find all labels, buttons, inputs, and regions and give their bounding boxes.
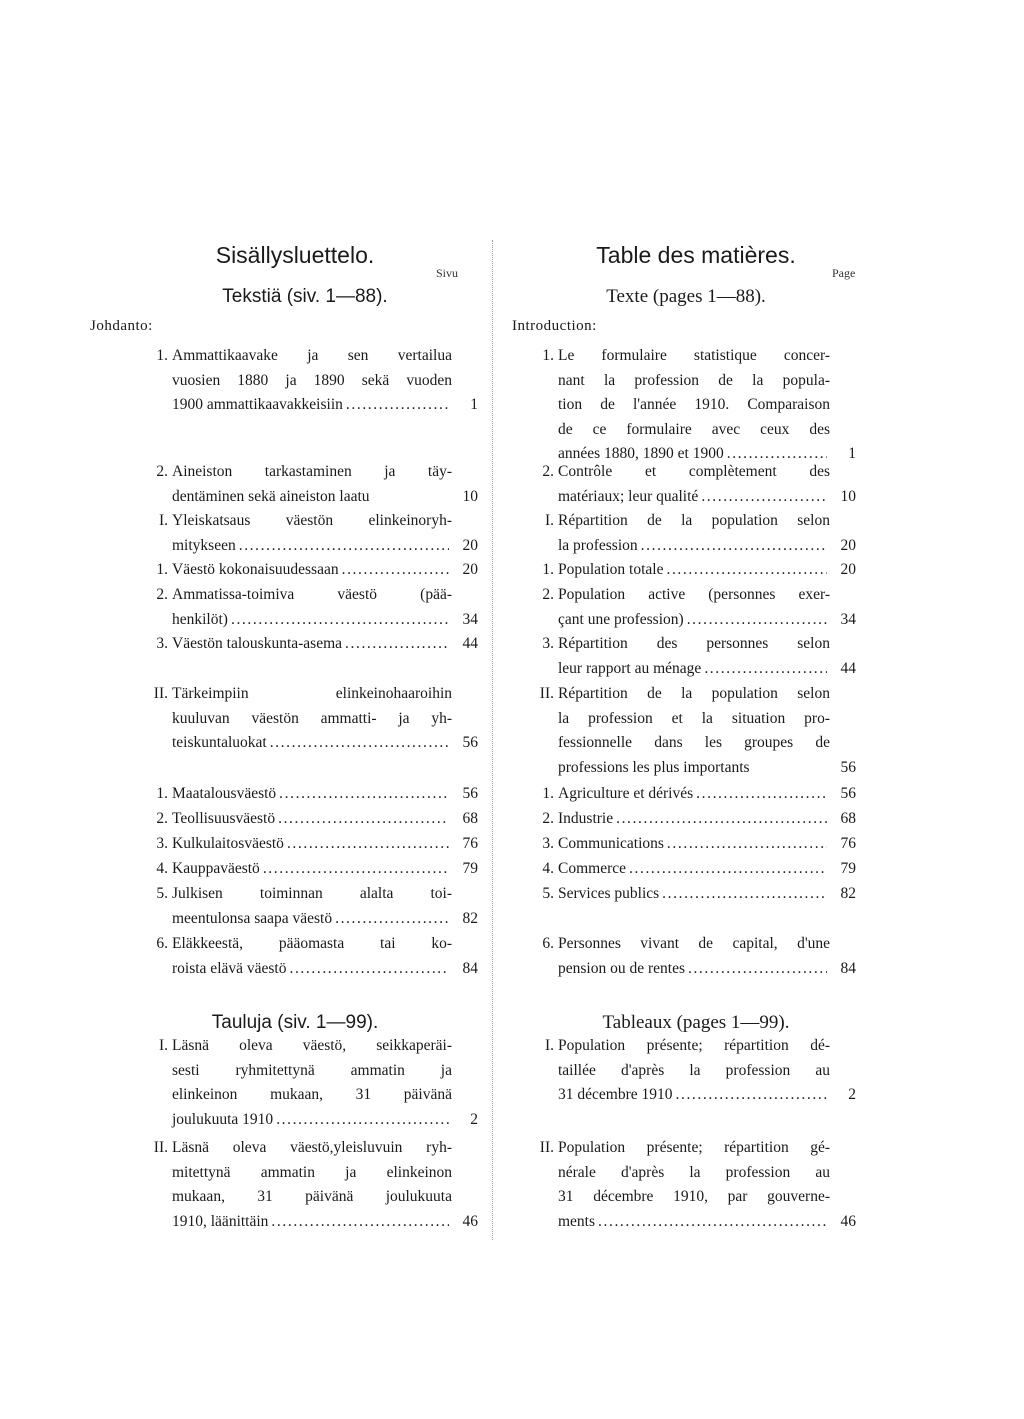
- toc-entry-last-line: [172, 558, 452, 583]
- toc-entry-number: 2.: [542, 463, 554, 480]
- toc-entry-number: 2.: [542, 810, 554, 827]
- toc-entry-title: Communications: [558, 835, 664, 852]
- toc-entry-last-line: [558, 558, 830, 583]
- toc-entry: [156, 932, 478, 981]
- toc-entry-page: 76: [840, 835, 856, 852]
- toc-entry-title: dentäminen sekä aineiston laatu: [172, 487, 370, 505]
- toc-entry-last-line: [558, 832, 830, 857]
- dot-leader: [616, 807, 827, 832]
- toc-entry-number: 2.: [156, 810, 168, 827]
- toc-entry-title: meentulonsa saapa väestö: [172, 909, 333, 927]
- finnish-title: Sisällysluettelo.: [215, 242, 375, 268]
- dot-leader: [629, 857, 827, 882]
- toc-entry-line: Tärkeimpiin elinkeinohaaroihin: [172, 685, 452, 702]
- toc-entry-number: 2.: [156, 586, 168, 603]
- toc-entry: [158, 1034, 478, 1132]
- dot-leader: [345, 632, 449, 657]
- toc-entry-page: 20: [462, 561, 478, 578]
- toc-entry: [156, 857, 478, 882]
- dot-leader: [687, 608, 827, 633]
- dot-leader: [276, 1108, 449, 1133]
- toc-entry-last-line: [172, 807, 452, 832]
- toc-entry-line: la profession et la situation pro-: [558, 709, 830, 727]
- dot-leader: [289, 957, 449, 982]
- dot-leader: [279, 782, 449, 807]
- toc-entry: [542, 832, 856, 857]
- dot-leader: [701, 485, 827, 510]
- toc-entry-last-line: [558, 857, 830, 882]
- toc-entry-title: 31 décembre 1910: [558, 1086, 673, 1103]
- toc-entry-number: I.: [158, 512, 168, 529]
- toc-entry: [542, 782, 856, 807]
- toc-entry-number: 1.: [156, 561, 168, 578]
- toc-entry-line: elinkeinon mukaan, 31 päivänä: [172, 1086, 452, 1103]
- toc-entry-line: Julkisen toiminnan alalta toi-: [172, 885, 452, 902]
- toc-entry-page: 46: [462, 1212, 478, 1230]
- toc-entry-title: Kulkulaitosväestö: [172, 835, 284, 852]
- dot-leader: [263, 857, 449, 882]
- toc-entry-line: de ce formulaire avec ceux des: [558, 420, 830, 438]
- toc-entry-last-line: [172, 485, 452, 510]
- toc-entry-title: leur rapport au ménage: [558, 659, 702, 677]
- toc-entry-last-line: [558, 882, 830, 907]
- finnish-text-heading: Tekstiä (siv. 1—88).: [222, 286, 388, 307]
- dot-leader: [239, 534, 449, 559]
- toc-entry-line: Ammattikaavake ja sen vertailua: [172, 347, 452, 364]
- toc-entry-number: I.: [544, 1037, 554, 1054]
- dot-leader: [278, 807, 449, 832]
- toc-entry-title: matériaux; leur qualité: [558, 487, 699, 505]
- toc-entry-page: 1: [470, 396, 478, 413]
- toc-entry-line: Ammatissa-toimiva väestö (pää-: [172, 586, 452, 603]
- toc-entry-page: 44: [462, 635, 478, 652]
- toc-entry-page: 2: [470, 1110, 478, 1128]
- toc-entry-last-line: [558, 608, 830, 633]
- toc-entry-page: 44: [840, 659, 856, 677]
- toc-entry: [156, 782, 478, 807]
- toc-entry-title: 1900 ammattikaavakkeisiin: [172, 396, 343, 413]
- toc-entry-title: Väestön talouskunta-asema: [172, 635, 343, 652]
- toc-entry-number: 3.: [542, 835, 554, 852]
- toc-entry: [539, 682, 856, 780]
- toc-entry-title: teiskuntaluokat: [172, 734, 267, 751]
- toc-entry-page: 10: [840, 487, 856, 505]
- toc-entry-page: 56: [462, 785, 478, 802]
- toc-entry-last-line: [558, 1210, 830, 1235]
- dot-leader: [667, 832, 827, 857]
- toc-entry-page: 76: [462, 835, 478, 852]
- toc-entry-title: Commerce: [558, 860, 627, 877]
- toc-entry-number: II.: [153, 685, 168, 702]
- toc-entry-number: 6.: [156, 935, 168, 952]
- dot-leader: [270, 731, 449, 756]
- toc-entry-line: Population présente; répartition gé-: [558, 1139, 830, 1156]
- toc-entry-last-line: [172, 632, 452, 657]
- french-title: Table des matières.: [596, 242, 796, 268]
- toc-entry-line: kuuluvan väestön ammatti- ja yh-: [172, 709, 452, 727]
- toc-entry-page: 20: [462, 536, 478, 554]
- toc-entry-page: 2: [848, 1086, 856, 1103]
- toc-entry-title: 1910, läänittäin: [172, 1212, 269, 1230]
- toc-entry-page: 82: [462, 909, 478, 927]
- toc-entry: [542, 632, 856, 681]
- toc-entry-number: 3.: [156, 635, 168, 652]
- toc-entry-page: 10: [462, 487, 478, 505]
- toc-entry: [544, 1034, 856, 1108]
- toc-entry-line: Répartition de la population selon: [558, 512, 830, 529]
- toc-entry: [542, 882, 856, 907]
- toc-entry-page: 20: [840, 561, 856, 578]
- toc-entry-last-line: [172, 731, 452, 756]
- toc-entry-line: Läsnä oleva väestö,yleisluvuin ryh-: [172, 1139, 452, 1156]
- toc-entry-line: Läsnä oleva väestö, seikkaperäi-: [172, 1037, 452, 1054]
- toc-entry-line: Population active (personnes exer-: [558, 586, 830, 603]
- finnish-tables-heading: Tauluja (siv. 1—99).: [211, 1012, 379, 1033]
- dot-leader: [342, 558, 449, 583]
- toc-entry-line: tion de l'année 1910. Comparaison: [558, 396, 830, 413]
- toc-entry: [156, 344, 478, 418]
- toc-entry-page: 1: [848, 445, 856, 462]
- toc-entry: [156, 583, 478, 632]
- toc-entry-page: 79: [462, 860, 478, 877]
- toc-entry-line: Population présente; répartition dé-: [558, 1037, 830, 1054]
- toc-entry-line: Répartition de la population selon: [558, 685, 830, 702]
- toc-entry-page: 34: [462, 610, 478, 628]
- dot-leader: [335, 907, 449, 932]
- dot-leader: [598, 1210, 827, 1235]
- toc-entry: [153, 682, 478, 756]
- toc-entry: [156, 807, 478, 832]
- toc-entry-number: 6.: [542, 935, 554, 952]
- toc-entry-title: roista elävä väestö: [172, 959, 287, 977]
- toc-entry-page: 79: [840, 860, 856, 877]
- dot-leader: [346, 393, 449, 418]
- toc-entry-last-line: [558, 957, 830, 982]
- toc-entry-last-line: [172, 782, 452, 807]
- toc-entry-last-line: [558, 485, 830, 510]
- toc-entry: [542, 460, 856, 509]
- toc-entry-page: 34: [840, 610, 856, 628]
- toc-entry-page: 84: [840, 959, 856, 977]
- toc-entry-title: ments: [558, 1212, 596, 1230]
- toc-entry-last-line: [558, 657, 830, 682]
- toc-entry-number: 2.: [156, 463, 168, 480]
- toc-entry: [156, 460, 478, 509]
- toc-entry-line: nérale d'après la profession au: [558, 1163, 830, 1181]
- toc-entry-number: 3.: [542, 635, 554, 652]
- toc-entry-title: pension ou de rentes: [558, 959, 685, 977]
- toc-entry-title: la profession: [558, 536, 638, 554]
- toc-entry-line: Eläkkeestä, pääomasta tai ko-: [172, 935, 452, 952]
- toc-entry-last-line: [172, 957, 452, 982]
- toc-entry-line: sesti ryhmitettynä ammatin ja: [172, 1061, 452, 1079]
- toc-entry-number: 1.: [156, 347, 168, 364]
- toc-entry-title: Maatalousväestö: [172, 785, 277, 802]
- toc-entry-page: 82: [840, 885, 856, 902]
- toc-entry-last-line: [172, 393, 452, 418]
- toc-entry-title: Population totale: [558, 561, 664, 578]
- dot-leader: [696, 782, 827, 807]
- toc-entry-line: taillée d'après la profession au: [558, 1061, 830, 1079]
- toc-entry-page: 56: [840, 785, 856, 802]
- finnish-intro-label: Johdanto:: [90, 318, 153, 334]
- toc-entry-title: çant une profession): [558, 610, 684, 628]
- toc-entry: [156, 558, 478, 583]
- toc-entry: [156, 632, 478, 657]
- toc-entry: [544, 509, 856, 558]
- toc-entry-title: mitykseen: [172, 536, 236, 554]
- toc-entry-last-line: [172, 1210, 452, 1235]
- toc-entry-number: II.: [153, 1139, 168, 1156]
- toc-entry-title: Services publics: [558, 885, 660, 902]
- toc-entry-title: années 1880, 1890 et 1900: [558, 445, 724, 462]
- toc-entry-title: Industrie: [558, 810, 614, 827]
- toc-entry-line: Répartition des personnes selon: [558, 635, 830, 652]
- french-page-column-label: Page: [832, 266, 856, 280]
- toc-entry-last-line: [172, 534, 452, 559]
- toc-entry-line: Aineiston tarkastaminen ja täy-: [172, 463, 452, 480]
- toc-entry-number: 1.: [542, 785, 554, 802]
- toc-entry-number: I.: [158, 1037, 168, 1054]
- french-text-heading: Texte (pages 1—88).: [606, 286, 766, 307]
- toc-entry-number: 5.: [542, 885, 554, 902]
- dot-leader: [271, 1210, 449, 1235]
- toc-entry-line: mitettynä ammatin ja elinkeinon: [172, 1163, 452, 1181]
- toc-entry-number: 1.: [542, 561, 554, 578]
- french-tables-heading: Tableaux (pages 1—99).: [602, 1012, 790, 1033]
- toc-entry: [542, 344, 856, 467]
- toc-entry-number: 2.: [542, 586, 554, 603]
- toc-entry: [153, 1136, 478, 1234]
- dot-leader: [676, 1083, 828, 1108]
- dot-leader: [704, 657, 827, 682]
- toc-entry-page: 56: [840, 758, 856, 776]
- toc-entry-page: 20: [840, 536, 856, 554]
- finnish-page-column-label: Sivu: [436, 266, 459, 280]
- dot-leader: [641, 534, 827, 559]
- toc-entry-number: 4.: [542, 860, 554, 877]
- dot-leader: [666, 558, 827, 583]
- toc-entry-number: 4.: [156, 860, 168, 877]
- toc-entry-last-line: [558, 1083, 830, 1108]
- dot-leader: [688, 957, 827, 982]
- toc-entry-page: 56: [462, 734, 478, 751]
- toc-entry: [156, 882, 478, 931]
- toc-entry-last-line: [558, 782, 830, 807]
- toc-entry: [542, 932, 856, 981]
- toc-entry-number: II.: [539, 685, 554, 702]
- toc-entry-title: Teollisuusväestö: [172, 810, 276, 827]
- toc-entry-line: Personnes vivant de capital, d'une: [558, 935, 830, 952]
- toc-entry: [158, 509, 478, 558]
- toc-entry-page: 46: [840, 1212, 856, 1230]
- toc-entry-number: 1.: [156, 785, 168, 802]
- toc-entry: [539, 1136, 856, 1234]
- toc-entry-title: henkilöt): [172, 610, 228, 628]
- toc-entry-title: Väestö kokonaisuudessaan: [172, 561, 339, 578]
- toc-entry-title: Kauppaväestö: [172, 860, 260, 877]
- toc-entry-number: 3.: [156, 835, 168, 852]
- toc-entry-last-line: [172, 907, 452, 932]
- dot-leader: [662, 882, 827, 907]
- toc-entry-line: Yleiskatsaus väestön elinkeinoryh-: [172, 512, 452, 529]
- toc-entry-line: Contrôle et complètement des: [558, 463, 830, 480]
- toc-entry-last-line: [172, 1108, 452, 1133]
- toc-entry-number: 5.: [156, 885, 168, 902]
- toc-entry-title: Agriculture et dérivés: [558, 785, 694, 802]
- toc-entry-page: 84: [462, 959, 478, 977]
- toc-entry-title: joulukuuta 1910: [172, 1110, 274, 1128]
- toc-entry-last-line: [558, 534, 830, 559]
- dot-leader: [231, 608, 449, 633]
- toc-entry: [542, 857, 856, 882]
- toc-entry: [542, 583, 856, 632]
- toc-entry: [542, 807, 856, 832]
- toc-entry-number: II.: [539, 1139, 554, 1156]
- toc-entry-page: 68: [462, 810, 478, 827]
- toc-entry-line: Le formulaire statistique concer-: [558, 347, 830, 364]
- toc-entry-last-line: [558, 807, 830, 832]
- toc-entry-line: vuosien 1880 ja 1890 sekä vuoden: [172, 371, 452, 389]
- toc-entry-title: professions les plus importants: [558, 758, 750, 776]
- toc-entry-page: 68: [840, 810, 856, 827]
- toc-entry-last-line: [172, 857, 452, 882]
- toc-entry-line: fessionnelle dans les groupes de: [558, 734, 830, 751]
- toc-entry-line: 31 décembre 1910, par gouverne-: [558, 1188, 830, 1205]
- toc-entry: [542, 558, 856, 583]
- toc-entry-last-line: [558, 756, 830, 781]
- toc-entry-number: I.: [544, 512, 554, 529]
- dot-leader: [287, 832, 449, 857]
- toc-entry-line: mukaan, 31 päivänä joulukuuta: [172, 1188, 452, 1205]
- column-divider: [492, 240, 494, 1240]
- toc-entry: [156, 832, 478, 857]
- toc-entry-last-line: [172, 832, 452, 857]
- toc-entry-number: 1.: [542, 347, 554, 364]
- toc-entry-line: nant la profession de la popula-: [558, 371, 830, 389]
- french-intro-label: Introduction:: [512, 318, 597, 334]
- toc-entry-last-line: [172, 608, 452, 633]
